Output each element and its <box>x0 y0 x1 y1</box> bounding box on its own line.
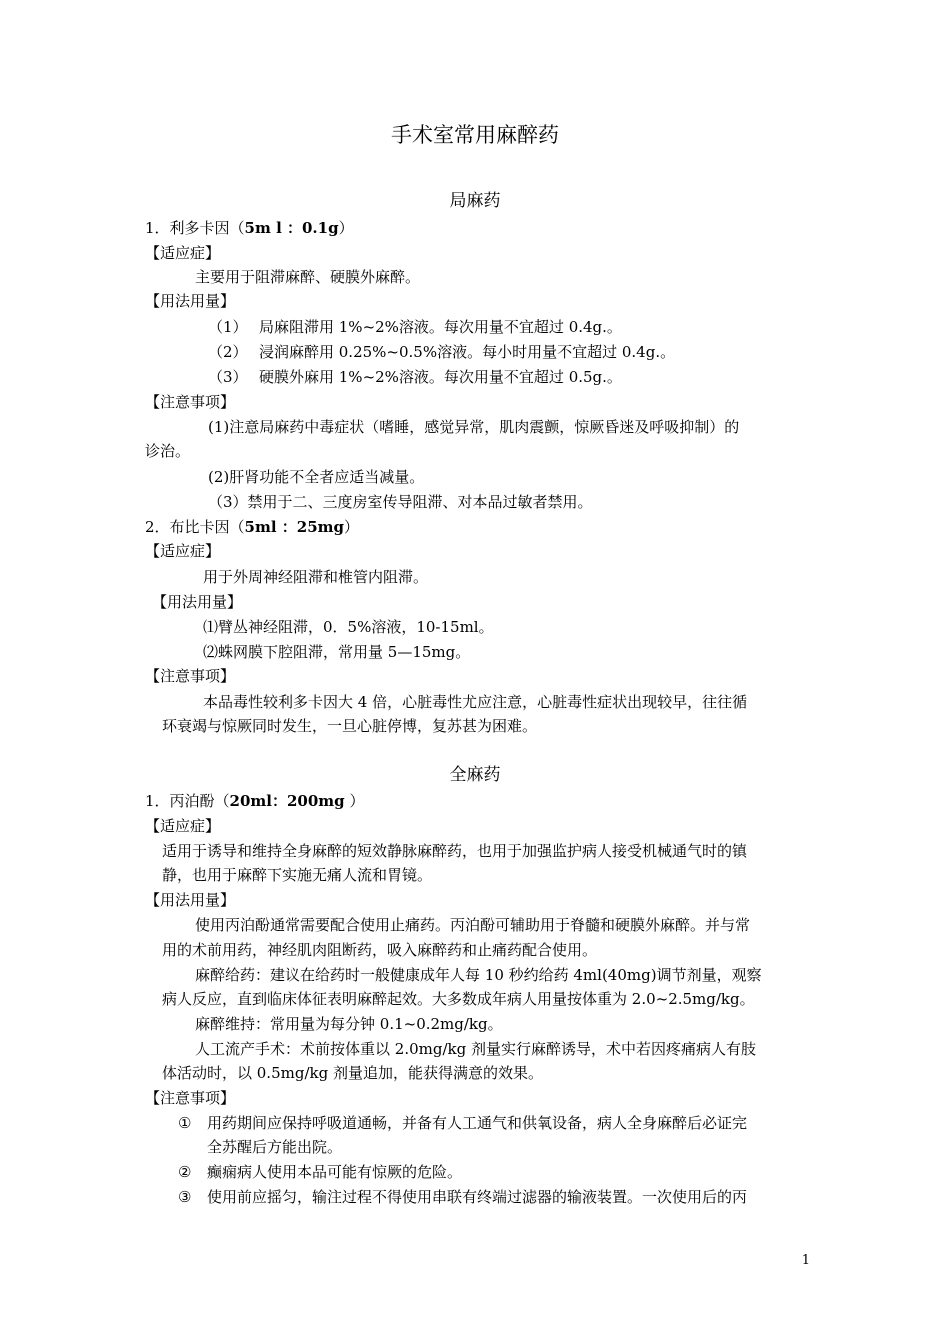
label-indication: 【适应症】 <box>145 817 221 835</box>
note-text: 全苏醒后方能出院。 <box>207 1138 343 1156</box>
note-text: 用药期间应保持呼吸道通畅，并备有人工通气和供氧设备，病人全身麻醉后必证完 <box>207 1114 748 1132</box>
usage-text: 麻醉维持：常用量为每分钟 0.1~0.2mg/kg。 <box>195 1015 503 1033</box>
drug-title-propofol: 1．丙泊酚（20ml：200mg ） <box>145 792 365 810</box>
note-text: 本品毒性较利多卡因大 4 倍，心脏毒性尤应注意，心脏毒性症状出现较早，往往循 <box>203 693 748 711</box>
drug-title-lidocaine: 1．利多卡因（5m l ：0.1g） <box>145 219 354 237</box>
usage-text: ⑴臂丛神经阻滞，0．5%溶液，10-15ml。 <box>203 618 494 636</box>
label-notes: 【注意事项】 <box>145 393 236 411</box>
note-text: 使用前应摇匀，输注过程不得使用串联有终端过滤器的输液装置。一次使用后的丙 <box>207 1188 748 1206</box>
page-number: 1 <box>801 1253 810 1268</box>
section-heading-local: 局麻药 <box>449 191 501 211</box>
note-marker: ③ <box>178 1188 192 1206</box>
section-heading-general: 全麻药 <box>449 765 501 785</box>
usage-text: 局麻阻滞用 1%~2%溶液。每次用量不宜超过 0.4g.。 <box>259 318 622 336</box>
note-text: 诊治。 <box>145 442 191 460</box>
usage-text: 用的术前用药，神经肌肉阻断药，吸入麻醉药和止痛药配合使用。 <box>162 941 598 959</box>
usage-number: （1） <box>208 318 248 336</box>
usage-text: ⑵蛛网膜下腔阻滞，常用量 5—15mg。 <box>203 643 471 661</box>
label-notes: 【注意事项】 <box>145 667 236 685</box>
note-text: （3）禁用于二、三度房室传导阻滞、对本品过敏者禁用。 <box>208 493 593 511</box>
indication-text: 静，也用于麻醉下实施无痛人流和胃镜。 <box>162 866 433 884</box>
usage-text: 病人反应，直到临床体征表明麻醉起效。大多数成年病人用量按体重为 2.0~2.5mg/kg。 <box>162 990 755 1008</box>
note-text: 癫痫病人使用本品可能有惊厥的危险。 <box>207 1163 463 1181</box>
label-usage: 【用法用量】 <box>145 292 236 310</box>
label-indication: 【适应症】 <box>145 244 221 262</box>
usage-text: 人工流产手术：术前按体重以 2.0mg/kg 剂量实行麻醉诱导，术中若因疼痛病人有肢 <box>195 1040 756 1058</box>
drug-title-bupivacaine: 2．布比卡因（5ml ：25mg） <box>145 518 360 536</box>
indication-text: 主要用于阻滞麻醉、硬膜外麻醉。 <box>195 268 421 286</box>
usage-text: 体活动时，以 0.5mg/kg 剂量追加，能获得满意的效果。 <box>162 1064 543 1082</box>
note-text: 环衰竭与惊厥同时发生，一旦心脏停博，复苏甚为困难。 <box>162 717 538 735</box>
usage-number: （3） <box>208 368 248 386</box>
label-usage: 【用法用量】 <box>145 891 236 909</box>
note-text: (2)肝肾功能不全者应适当减量。 <box>208 468 425 486</box>
label-indication: 【适应症】 <box>145 542 221 560</box>
note-marker: ② <box>178 1163 192 1181</box>
usage-text: 硬膜外麻用 1%~2%溶液。每次用量不宜超过 0.5g.。 <box>259 368 622 386</box>
document-title: 手术室常用麻醉药 <box>391 123 559 147</box>
usage-number: （2） <box>208 343 248 361</box>
usage-text: 麻醉给药：建议在给药时一般健康成年人每 10 秒约给药 4ml(40mg)调节剂量，观察 <box>195 966 762 984</box>
label-notes: 【注意事项】 <box>145 1089 236 1107</box>
note-text: (1)注意局麻药中毒症状（嗜睡，感觉异常，肌肉震颤，惊厥昏迷及呼吸抑制）的 <box>208 418 740 436</box>
indication-text: 用于外周神经阻滞和椎管内阻滞。 <box>203 568 429 586</box>
label-usage: 【用法用量】 <box>152 593 243 611</box>
usage-text: 浸润麻醉用 0.25%~0.5%溶液。每小时用量不宜超过 0.4g.。 <box>259 343 676 361</box>
usage-text: 使用丙泊酚通常需要配合使用止痛药。丙泊酚可辅助用于脊髓和硬膜外麻醉。并与常 <box>195 916 751 934</box>
note-marker: ① <box>178 1114 192 1132</box>
indication-text: 适用于诱导和维持全身麻醉的短效静脉麻醉药，也用于加强监护病人接受机械通气时的镇 <box>162 842 748 860</box>
